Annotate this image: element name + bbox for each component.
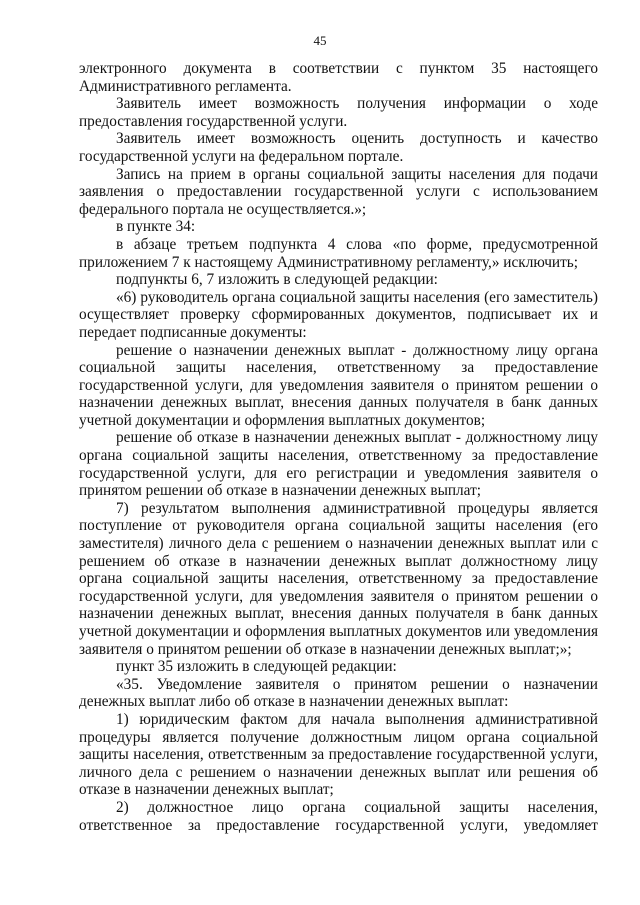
paragraph: решение об отказе в назначении денежных выплат - должностному лицу органа социальной защиты населения, ответственному за предоставление государственной услуги, для его регистрации и уведомления заявителя о принятом решении об отказе в назначении денежных выплат;: [79, 429, 598, 500]
paragraph: Заявитель имеет возможность получения информации о ходе предоставления государственной услуги.: [79, 95, 598, 130]
paragraph: в абзаце третьем подпункта 4 слова «по форме, предусмотренной приложением 7 к настоящему Административному регламенту,» исключить;: [79, 235, 598, 271]
paragraph: электронного документа в соответствии с пунктом 35 настоящего Административного регламента.: [79, 60, 598, 95]
paragraph: 2) должностное лицо органа социальной защиты населения, ответственное за предоставление государственной услуги, уведомляет: [79, 798, 598, 834]
paragraph: «35. Уведомление заявителя о принятом решении о назначении денежных выплат либо об отказе в назначении денежных выплат:: [79, 675, 598, 711]
paragraph: Заявитель имеет возможность оценить доступность и качество государственной услуги на федеральном портале.: [79, 130, 598, 165]
paragraph: 7) результатом выполнения административной процедуры является поступление от руководителя органа социальной защиты населения (его заместителя) личного дела с решением о назначении денежных выплат или с решением об отказе в назначении денежных выплат должностному лицу органа социальной защиты населения, ответственному за предоставление государственной услуги, для уведомления заявителя о принятом решении о назначении денежных выплат, внесения данных получателя в банк данных учетной документации и оформления выплатных документов или уведомления заявителя о принятом решении об отказе в назначении денежных выплат;»;: [79, 499, 598, 658]
paragraph: пункт 35 изложить в следующей редакции:: [116, 658, 397, 676]
document-body: [79, 60, 598, 834]
paragraph: решение о назначении денежных выплат - должностному лицу органа социальной защиты населения, ответственному за предоставление государственной услуги, для уведомления заявителя о принятом решении о назначении денежных выплат, внесения данных получателя в банк данных учетной документации и оформления выплатных документов;: [79, 341, 598, 429]
paragraph: 1) юридическим фактом для начала выполнения административной процедуры является получение должностным лицом органа социальной защиты населения, ответственным за предоставление государственной услуги, личного дела с решением о назначении денежных выплат или решения об отказе в назначении денежных выплат;: [79, 710, 598, 799]
paragraph: подпункты 6, 7 изложить в следующей редакции:: [116, 271, 438, 289]
paragraph: «6) руководитель органа социальной защиты населения (его заместитель) осуществляет проверку сформированных документов, подписывает их и передает подписанные документы:: [79, 288, 598, 341]
paragraph: Запись на прием в органы социальной защиты населения для подачи заявления о предоставлении государственной услуги с использованием федерального портала не осуществляется.»;: [79, 165, 598, 218]
page-number: 45: [313, 33, 327, 48]
paragraph: в пункте 34:: [116, 218, 196, 236]
